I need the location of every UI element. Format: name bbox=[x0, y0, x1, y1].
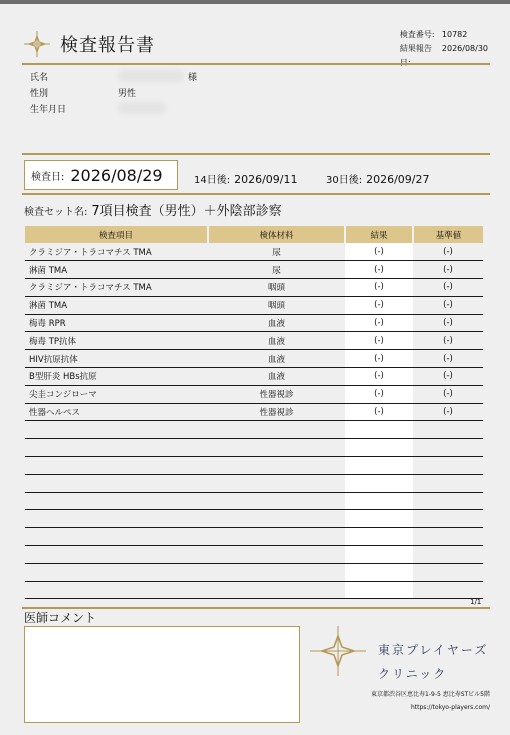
cell-reference: (-) bbox=[413, 314, 483, 332]
table-row bbox=[25, 581, 483, 599]
table-row bbox=[25, 510, 483, 528]
cell-reference: (-) bbox=[413, 403, 483, 421]
table-row bbox=[25, 261, 483, 279]
cell-specimen bbox=[208, 510, 345, 528]
cell-specimen: 咽頭 bbox=[208, 296, 345, 314]
cell-result: (-) bbox=[345, 368, 413, 386]
clinic-address: 東京都渋谷区恵比寿1-9-5 恵比寿STビル5階 bbox=[371, 691, 490, 698]
cell-specimen bbox=[208, 421, 345, 439]
header-test-item: 検査項目 bbox=[25, 226, 208, 243]
cell-result bbox=[345, 510, 413, 528]
cell-reference bbox=[413, 421, 483, 439]
table-row bbox=[25, 546, 483, 564]
cell-reference: (-) bbox=[413, 350, 483, 368]
cell-result bbox=[345, 474, 413, 492]
table-row bbox=[25, 243, 483, 261]
table-row bbox=[25, 296, 483, 314]
cell-specimen: 尿 bbox=[208, 243, 345, 261]
doctor-comment-box bbox=[24, 626, 300, 723]
cell-test-item bbox=[25, 563, 208, 581]
gender-value: 男性 bbox=[118, 89, 137, 99]
cell-specimen bbox=[208, 439, 345, 457]
cell-reference: (-) bbox=[413, 243, 483, 261]
cell-test-item bbox=[25, 421, 208, 439]
table-row bbox=[25, 368, 483, 386]
cell-result: (-) bbox=[345, 296, 413, 314]
table-row bbox=[25, 457, 483, 475]
cell-reference bbox=[413, 546, 483, 564]
cell-specimen bbox=[208, 492, 345, 510]
cell-specimen: 血液 bbox=[208, 314, 345, 332]
cell-result bbox=[345, 492, 413, 510]
cell-specimen: 血液 bbox=[208, 368, 345, 386]
cell-test-item: 性器ヘルペス bbox=[25, 403, 208, 421]
redacted-name bbox=[118, 70, 184, 82]
cell-specimen bbox=[208, 546, 345, 564]
table-row bbox=[25, 492, 483, 510]
cell-result: (-) bbox=[345, 350, 413, 368]
cell-specimen: 性器視診 bbox=[208, 403, 345, 421]
cell-test-item bbox=[25, 474, 208, 492]
cell-reference bbox=[413, 563, 483, 581]
clinic-name-line1: 東京プレイヤーズ bbox=[378, 643, 489, 657]
cell-test-item: 梅毒 TP抗体 bbox=[25, 332, 208, 350]
cell-result: (-) bbox=[345, 279, 413, 297]
report-header bbox=[24, 30, 155, 58]
report-date-label: 結果報告 bbox=[399, 44, 432, 53]
cell-result bbox=[345, 581, 413, 599]
cell-specimen: 性器視診 bbox=[208, 385, 345, 403]
redacted-dob bbox=[118, 102, 166, 114]
dob-label: 生年月日 bbox=[30, 105, 67, 115]
table-row bbox=[25, 350, 483, 368]
results-table bbox=[25, 226, 483, 599]
cell-test-item bbox=[25, 546, 208, 564]
cell-specimen bbox=[208, 474, 345, 492]
cell-result bbox=[345, 528, 413, 546]
exam-date: 2026/08/29 bbox=[70, 165, 163, 185]
table-row bbox=[25, 385, 483, 403]
page-number: 1/1 bbox=[470, 598, 482, 606]
cell-reference: (-) bbox=[413, 261, 483, 279]
name-label: 氏名 bbox=[30, 73, 49, 83]
cell-reference: (-) bbox=[413, 296, 483, 314]
exam-date-label: 検査日: bbox=[31, 171, 65, 183]
cell-test-item bbox=[25, 457, 208, 475]
cell-result bbox=[345, 439, 413, 457]
exam-date-box bbox=[24, 160, 178, 190]
cell-reference: (-) bbox=[413, 385, 483, 403]
cell-specimen bbox=[208, 528, 345, 546]
cell-test-item bbox=[25, 528, 208, 546]
cell-test-item bbox=[25, 439, 208, 457]
patient-divider bbox=[22, 153, 490, 155]
header-specimen: 検体材料 bbox=[208, 226, 345, 243]
cell-reference bbox=[413, 581, 483, 599]
exam-set bbox=[24, 200, 282, 219]
clinic-name bbox=[378, 638, 488, 686]
honorific: 様 bbox=[188, 73, 198, 83]
followup30-date: 2026/09/27 bbox=[366, 173, 430, 186]
header-reference: 基準値 bbox=[413, 226, 483, 243]
cell-specimen bbox=[208, 581, 345, 599]
clinic-contact bbox=[371, 688, 490, 714]
table-row bbox=[25, 279, 483, 297]
cell-result: (-) bbox=[345, 261, 413, 279]
cell-test-item: クラミジア・トラコマチス TMA bbox=[25, 243, 208, 261]
cell-test-item bbox=[25, 581, 208, 599]
cell-result bbox=[345, 421, 413, 439]
cell-reference: (-) bbox=[413, 332, 483, 350]
followup14-date: 2026/09/11 bbox=[234, 173, 298, 186]
cell-test-item: クラミジア・トラコマチス TMA bbox=[25, 279, 208, 297]
cell-specimen: 血液 bbox=[208, 332, 345, 350]
clinic-sparkle-logo-icon bbox=[310, 626, 366, 676]
cell-test-item: HIV抗原抗体 bbox=[25, 350, 208, 368]
exam-number: 10782 bbox=[441, 30, 468, 39]
cell-reference bbox=[413, 439, 483, 457]
patient-info bbox=[30, 70, 197, 118]
comment-title: 医師コメント bbox=[24, 611, 97, 625]
cell-test-item: B型肝炎 HBs抗原 bbox=[25, 368, 208, 386]
clinic-url[interactable]: https://tokyo-players.com/ bbox=[410, 704, 490, 711]
followup30-label: 30日後: bbox=[326, 175, 363, 186]
cell-test-item: 梅毒 RPR bbox=[25, 314, 208, 332]
clinic-name-line2: クリニック bbox=[378, 667, 448, 681]
cell-result: (-) bbox=[345, 403, 413, 421]
cell-specimen: 血液 bbox=[208, 350, 345, 368]
sparkle-logo-icon bbox=[24, 31, 50, 57]
exam-set-label: 検査セット名: bbox=[24, 207, 88, 218]
cell-specimen: 咽頭 bbox=[208, 279, 345, 297]
cell-reference bbox=[413, 528, 483, 546]
header-divider bbox=[22, 63, 490, 65]
cell-test-item: 淋菌 TMA bbox=[25, 261, 208, 279]
cell-test-item bbox=[25, 510, 208, 528]
cell-reference: (-) bbox=[413, 279, 483, 297]
table-row bbox=[25, 403, 483, 421]
table-row bbox=[25, 528, 483, 546]
cell-result bbox=[345, 563, 413, 581]
cell-reference bbox=[413, 492, 483, 510]
date-divider bbox=[22, 193, 490, 195]
table-row bbox=[25, 314, 483, 332]
report-date: 2026/08/30 bbox=[441, 44, 488, 53]
cell-test-item: 淋菌 TMA bbox=[25, 296, 208, 314]
table-header-row bbox=[25, 226, 483, 243]
page-title: 検査報告書 bbox=[60, 35, 155, 56]
table-row bbox=[25, 332, 483, 350]
cell-result: (-) bbox=[345, 314, 413, 332]
followup-14 bbox=[194, 171, 298, 186]
cell-result: (-) bbox=[345, 385, 413, 403]
cell-specimen: 尿 bbox=[208, 261, 345, 279]
cell-specimen bbox=[208, 457, 345, 475]
followup14-label: 14日後: bbox=[194, 175, 231, 186]
table-row bbox=[25, 563, 483, 581]
cell-result bbox=[345, 457, 413, 475]
cell-reference bbox=[413, 457, 483, 475]
gender-label: 性別 bbox=[30, 89, 49, 99]
cell-reference bbox=[413, 474, 483, 492]
cell-test-item bbox=[25, 492, 208, 510]
cell-result: (-) bbox=[345, 243, 413, 261]
cell-result: (-) bbox=[345, 332, 413, 350]
table-row bbox=[25, 474, 483, 492]
table-row bbox=[25, 421, 483, 439]
exam-set-name: 7項目検査（男性）＋外陰部診察 bbox=[91, 204, 282, 219]
cell-reference bbox=[413, 510, 483, 528]
followup-30 bbox=[326, 171, 430, 186]
cell-reference: (-) bbox=[413, 368, 483, 386]
header-result: 結果 bbox=[345, 226, 413, 243]
exam-number-label: 検査番号: bbox=[399, 30, 435, 39]
cell-specimen bbox=[208, 563, 345, 581]
cell-result bbox=[345, 546, 413, 564]
cell-test-item: 尖圭コンジローマ bbox=[25, 385, 208, 403]
table-row bbox=[25, 439, 483, 457]
